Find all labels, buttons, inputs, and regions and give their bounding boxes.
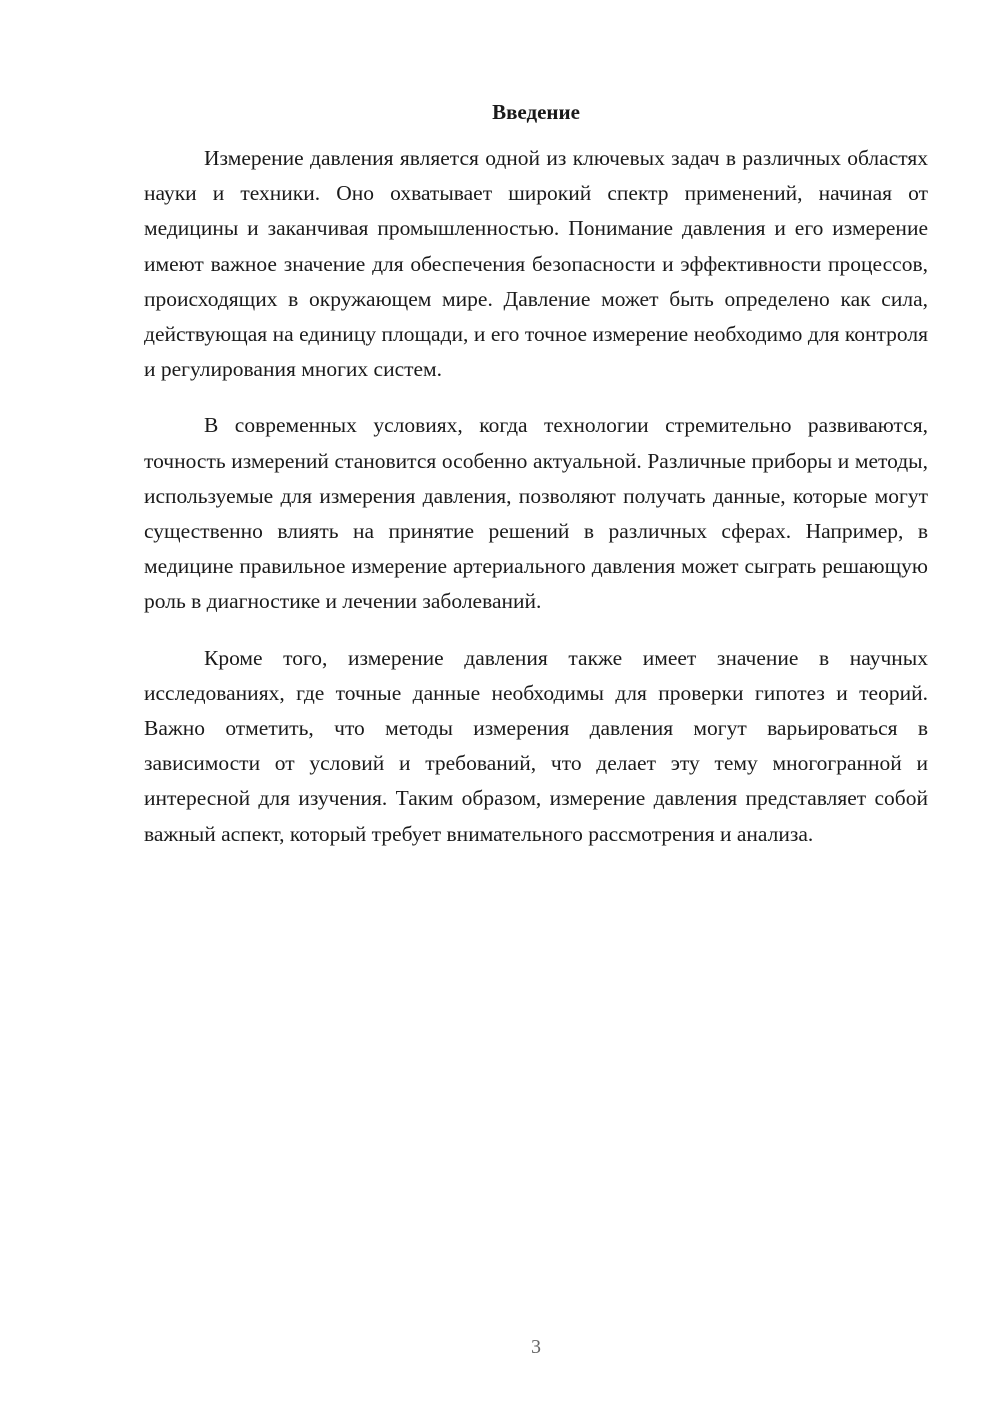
paragraph-3: Кроме того, измерение давления также имеет значение в научных исследованиях, где точные данные необходимы для проверки гипотез и теорий. Важно отметить, что методы измерения давления могут варьироваться в зависимости от условий и требований, что делает эту тему многогранной и интересной для изучения. Таким образом, измерение давления представляет собой важный аспект, который требует внимательного рассмотрения и анализа. [144, 645, 928, 846]
page-title: Введение [492, 100, 580, 124]
page-number: 3 [531, 1336, 541, 1358]
document-body [144, 141, 928, 873]
paragraph-2: В современных условиях, когда технологии стремительно развиваются, точность измерений становится особенно актуальной. Различные приборы и методы, используемые для измерения давления, позволяют получать данные, которые могут существенно влиять на принятие решений в различных сферах. Например, в медицине правильное измерение артериального давления может сыграть решающую роль в диагностике и лечении заболеваний. [144, 413, 928, 614]
paragraph-1: Измерение давления является одной из ключевых задач в различных областях науки и техники. Оно охватывает широкий спектр применений, начиная от медицины и заканчивая промышленностью. Понимание давления и его измерение имеют важное значение для обеспечения безопасности и эффективности процессов, происходящих в окружающем мире. Давление может быть определено как сила, действующая на единицу площади, и его точное измерение необходимо для контроля и регулирования многих систем. [144, 146, 928, 382]
